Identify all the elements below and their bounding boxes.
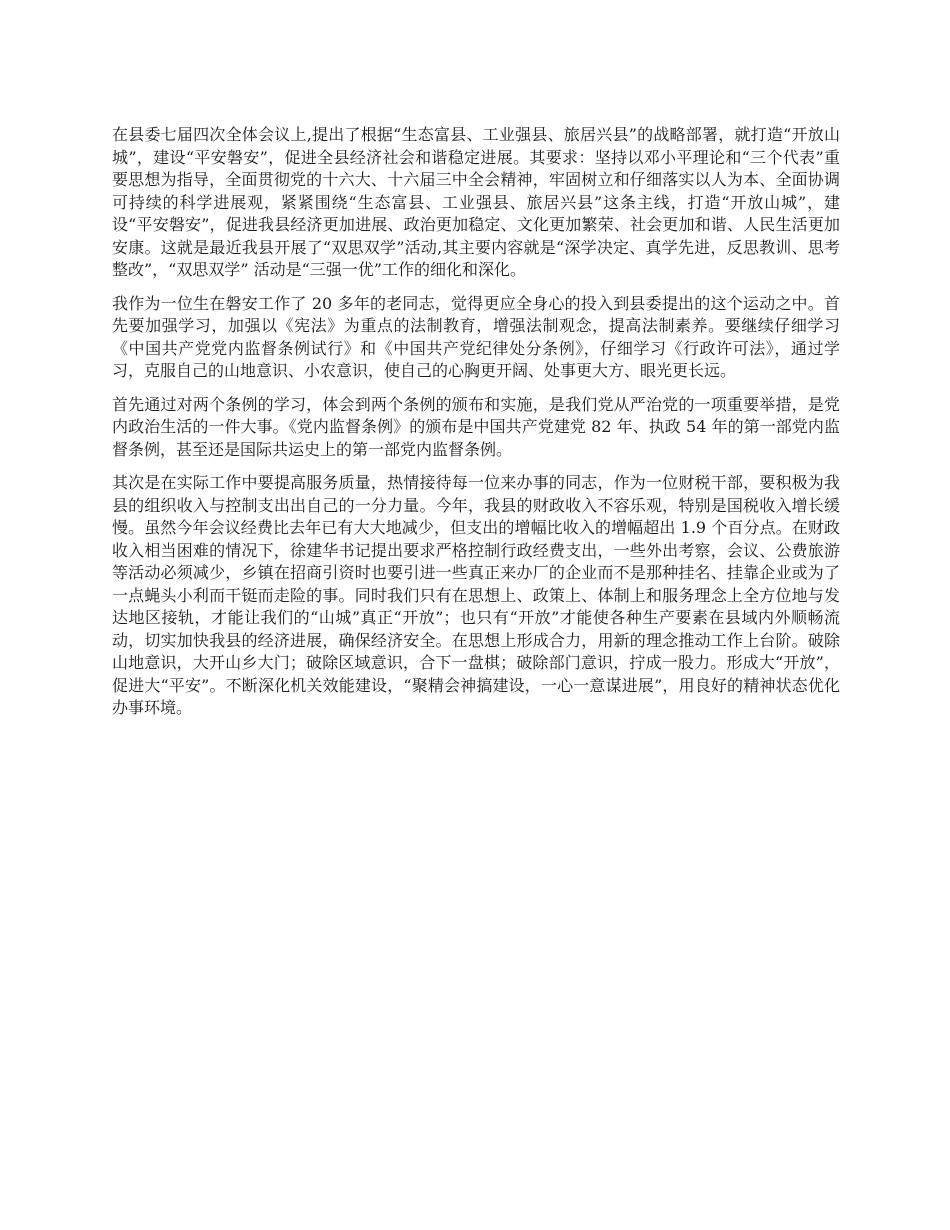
paragraph-3: 首先通过对两个条例的学习，体会到两个条例的颁布和实施，是我们党从严治党的一项重要举措，是党内政治生活的一件大事。《党内监督条例》的颁布是中国共产党建党 82 年、执政 54 年的第一部党内监督条例，甚至还是国际共运史上的第一部党内监督条例。 — [112, 394, 840, 459]
document-page — [112, 124, 840, 731]
paragraph-2: 我作为一位生在磐安工作了 20 多年的老同志，觉得更应全身心的投入到县委提出的这个运动之中。首先要加强学习，加强以《宪法》为重点的法制教育，增强法制观念，提高法制素养。要继续仔细学习《中国共产党党内监督条例试行》和《中国共产党纪律处分条例》，仔细学习《行政许可法》，通过学习，克服自己的山地意识、小农意识，使自己的心胸更开阔、处事更大方、眼光更长远。 — [112, 293, 840, 380]
paragraph-1: 在县委七届四次全体会议上,提出了根据“生态富县、工业强县、旅居兴县”的战略部署，就打造“开放山城”，建设“平安磐安”，促进全县经济社会和谐稳定进展。其要求：坚持以邓小平理论和“三个代表”重要思想为指导，全面贯彻党的十六大、十六届三中全会精神，牢固树立和仔细落实以人为本、全面协调可持续的科学进展观，紧紧围绕“生态富县、工业强县、旅居兴县”这条主线，打造“开放山城”，建设“平安磐安”，促进我县经济更加进展、政治更加稳定、文化更加繁荣、社会更加和谐、人民生活更加安康。这就是最近我县开展了“双思双学”活动,其主要内容就是“深学决定、真学先进，反思教训、思考整改”，“双思双学” 活动是“三强一优”工作的细化和深化。 — [112, 125, 840, 279]
paragraph-4: 其次是在实际工作中要提高服务质量，热情接待每一位来办事的同志，作为一位财税干部，要积极为我县的组织收入与控制支出出自己的一分力量。今年，我县的财政收入不容乐观，特别是国税收入增长缓慢。虽然今年会议经费比去年已有大大地减少，但支出的增幅比收入的增幅超出 1.9 个百分点。在财政收入相当困难的情况下，徐建华书记提出要求严格控制行政经费支出，一些外出考察，会议、公费旅游等活动必须减少，乡镇在招商引资时也要引进一些真正来办厂的企业而不是那种挂名、挂靠企业或为了一点蝇头小利而干铤而走险的事。同时我们只有在思想上、政策上、体制上和服务理念上全方位地与发达地区接轨，才能让我们的“山城”真正“开放”；也只有“开放”才能使各种生产要素在县域内外顺畅流动，切实加快我县的经济进展，确保经济安全。在思想上形成合力，用新的理念推动工作上台阶。破除山地意识，大开山乡大门；破除区域意识，合下一盘棋；破除部门意识，拧成一股力。形成大“开放”，促进大“平安”。不断深化机关效能建设，“聚精会神搞建设，一心一意谋进展”，用良好的精神状态优化办事环境。 — [112, 473, 840, 717]
